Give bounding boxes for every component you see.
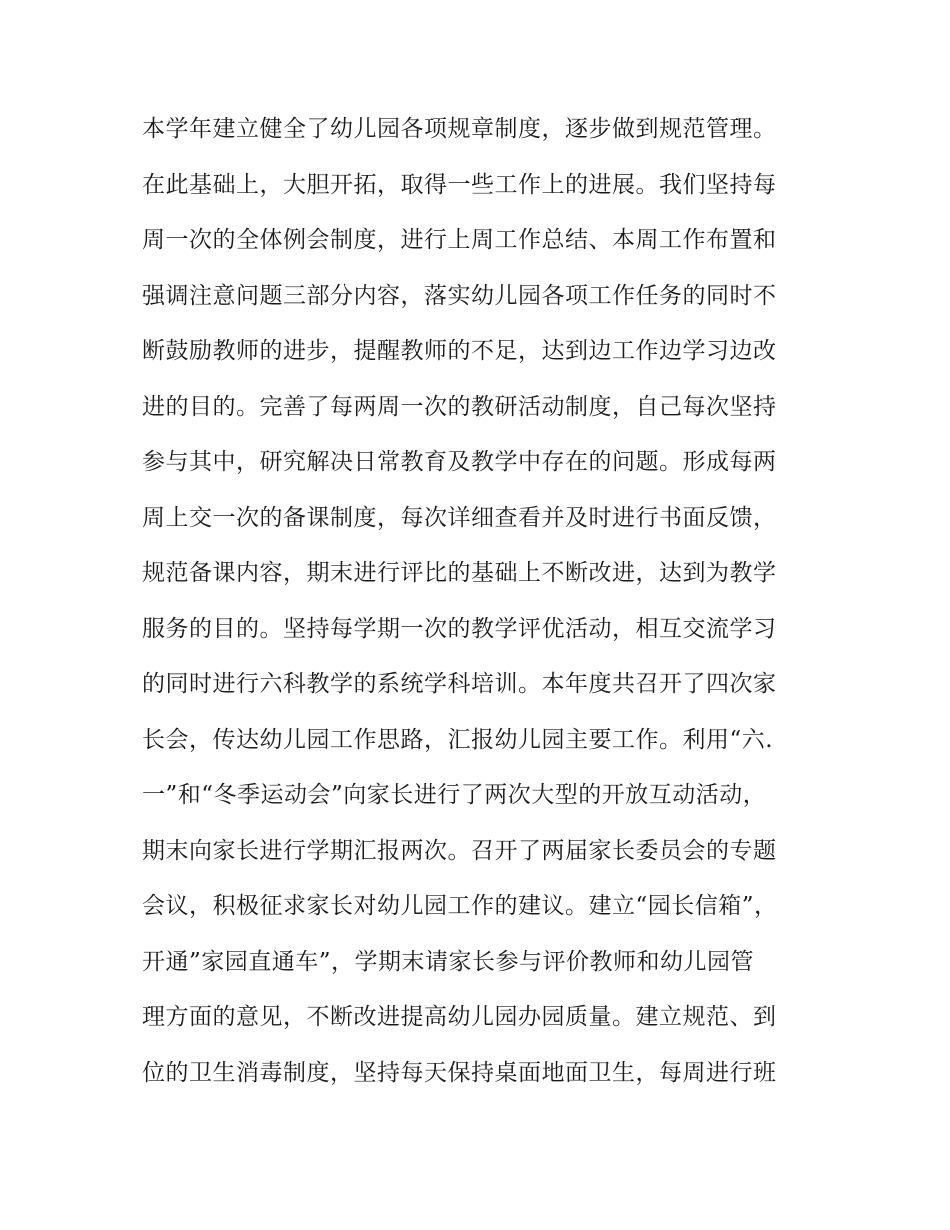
text-line: 长会，传达幼儿园工作思路，汇报幼儿园主要工作。利用“六. <box>142 726 774 753</box>
text-line: 期末向家长进行学期汇报两次。召开了两届家长委员会的专题 <box>142 837 777 864</box>
text-line: 一”和“冬季运动会”向家长进行了两次大型的开放互动活动， <box>142 782 767 808</box>
text-line: 会议，积极征求家长对幼儿园工作的建议。建立“园长信箱”， <box>142 893 778 919</box>
text-line: 规范备课内容，期末进行评比的基础上不断改进，达到为教学 <box>142 560 777 586</box>
text-line: 的同时进行六科教学的系统学科培训。本年度共召开了四次家 <box>142 671 777 697</box>
text-line: 位的卫生消毒制度，坚持每天保持桌面地面卫生，每周进行班 <box>142 1059 777 1086</box>
document-body-text <box>142 108 832 1107</box>
text-line: 周一次的全体例会制度，进行上周工作总结、本周工作布置和 <box>142 227 777 253</box>
text-line: 服务的目的。坚持每学期一次的教学评优活动，相互交流学习 <box>142 615 777 642</box>
text-line: 进的目的。完善了每两周一次的教研活动制度，自己每次坚持 <box>142 393 777 420</box>
text-line: 断鼓励教师的进步，提醒教师的不足，达到边工作边学习边改 <box>142 338 777 364</box>
text-line: 本学年建立健全了幼儿园各项规章制度，逐步做到规范管理。 <box>142 116 777 142</box>
text-line: 参与其中，研究解决日常教育及教学中存在的问题。形成每两 <box>142 449 777 475</box>
text-line: 开通”家园直通车”，学期末请家长参与评价教师和幼儿园管 <box>142 948 755 975</box>
text-line: 理方面的意见，不断改进提高幼儿园办园质量。建立规范、到 <box>142 1004 777 1030</box>
text-line: 强调注意问题三部分内容，落实幼儿园各项工作任务的同时不 <box>142 282 777 309</box>
text-line: 在此基础上，大胆开拓，取得一些工作上的进展。我们坚持每 <box>142 171 777 198</box>
text-line: 周上交一次的备课制度，每次详细查看并及时进行书面反馈， <box>142 504 777 531</box>
